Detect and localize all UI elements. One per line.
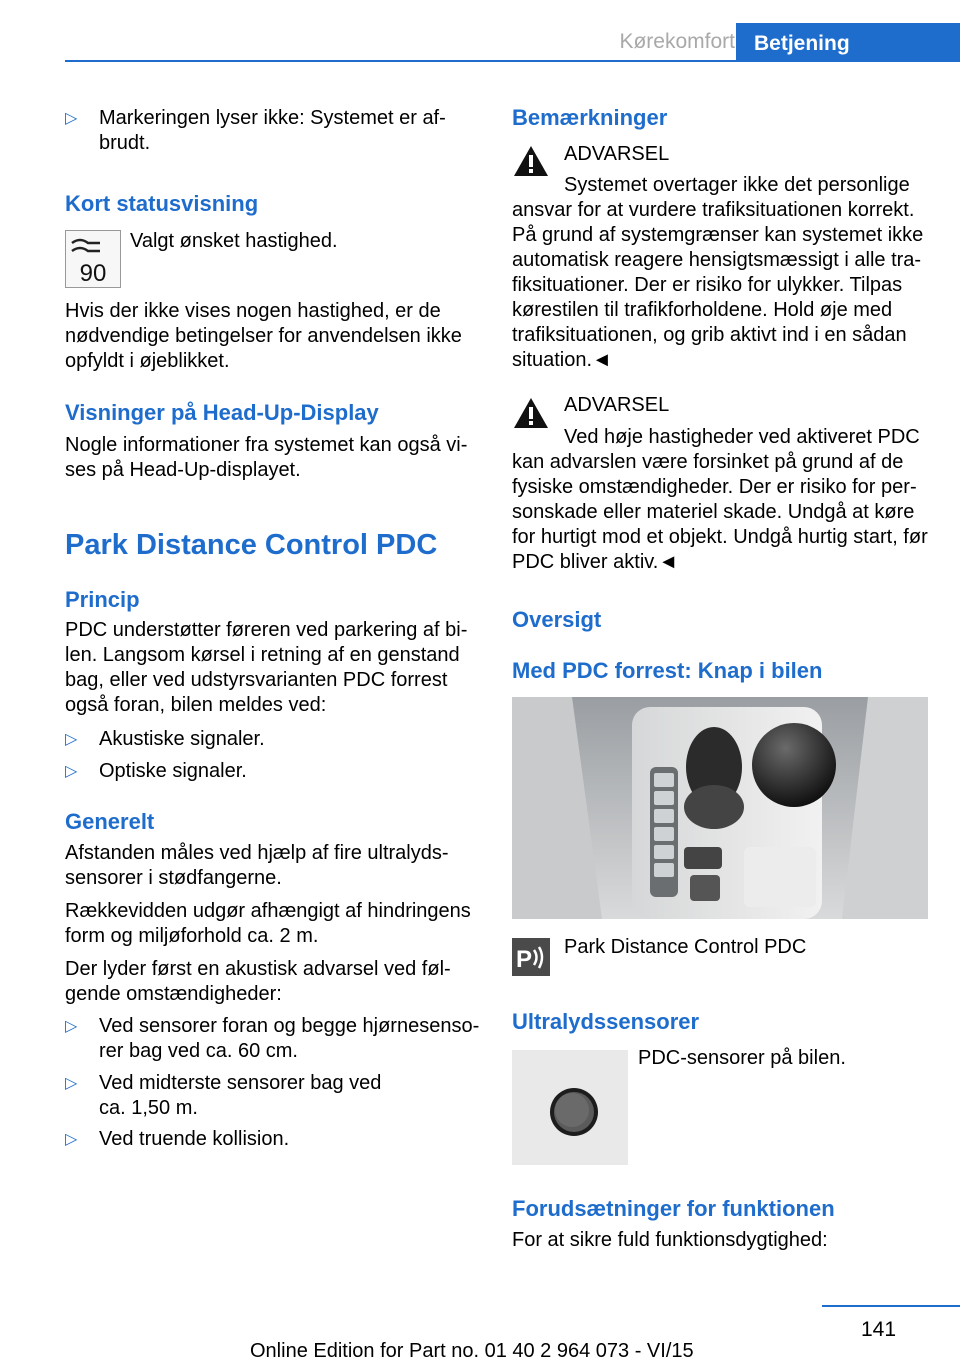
generelt-p2: Rækkevidden udgør afhængigt af hindringens form og miljøforhold ca. 2 m. — [65, 900, 471, 947]
button-caption: Park Distance Control PDC — [564, 936, 807, 958]
heading-pdc: Park Distance Control PDC — [65, 529, 438, 561]
warning-title: ADVARSEL — [564, 143, 670, 165]
heading-oversigt: Oversigt — [512, 607, 602, 632]
heading-princip: Princip — [65, 587, 140, 612]
header-section: Kørekomfort — [619, 30, 735, 53]
status-caption: Valgt ønsket hastighed. — [130, 230, 338, 252]
heading-forudsaetninger: Forudsætninger for funktionen — [512, 1196, 835, 1221]
bullet-icon: ▷ — [65, 731, 78, 748]
heading-pdc-front: Med PDC forrest: Knap i bilen — [512, 658, 823, 683]
princip-text: PDC understøtter føreren ved parkering af bilen. Langsom kørsel i retning af en genstand bag, eller ved udstyrsvarianten PDC forrest også foran, bilen meldes ved: — [65, 619, 468, 716]
page-number: 141 — [861, 1318, 897, 1341]
bullet-icon: ▷ — [65, 763, 78, 780]
footer-edition: Online Edition for Part no. 01 40 2 964 073 - VI/15 — [250, 1340, 694, 1362]
generelt-p1: Afstanden måles ved hjælp af fire ultralydssensorer i stødfangerne. — [65, 842, 449, 889]
heading-ultralydssensorer: Ultralydssensorer — [512, 1009, 700, 1034]
sensor-photo — [512, 1050, 628, 1165]
sensors-caption: PDC-sensorer på bilen. — [638, 1047, 846, 1069]
generelt-p3: Der lyder først en akustisk advarsel ved følgende omstændigheder: — [65, 958, 451, 1005]
svg-text:90: 90 — [79, 260, 107, 287]
heading-hud: Visninger på Head-Up-Display — [65, 400, 379, 425]
heading-generelt: Generelt — [65, 809, 155, 834]
status-text: Hvis der ikke vises nogen hastighed, er de nødvendige betingelser for anvendelsen ikke opfyldt i øjeblikket. — [65, 300, 462, 372]
heading-kort-statusvisning: Kort statusvisning — [65, 191, 259, 216]
speed-display-icon — [65, 230, 121, 288]
bullet-icon: ▷ — [65, 110, 78, 127]
bullet-icon: ▷ — [65, 1018, 78, 1035]
hud-text: Nogle informationer fra systemet kan også vises på Head-Up-displayet. — [65, 434, 468, 481]
footer-rule — [822, 1305, 960, 1307]
warning-text: Ved høje hastigheder ved aktiveret PDC kan advarslen være forsinket på grund af de fysiske omstændigheder. Der er risiko for personskade eller materiel skade. Undgå at køre for hurtigt mod et objekt. Undgå hurtig start, før PDC bliver aktiv.◄ — [512, 426, 928, 573]
svg-text:P: P — [516, 946, 533, 973]
header-rule — [65, 60, 736, 62]
bullet-icon: ▷ — [65, 1075, 78, 1092]
page-header — [0, 0, 960, 62]
header-tab: Betjening — [736, 23, 960, 62]
center-console-photo — [512, 697, 928, 919]
conditions-text: For at sikre fuld funktionsdygtighed: — [512, 1229, 828, 1251]
warning-text: Systemet overtager ikke det personlige ansvar for at vurdere trafiksituationen korrekt. På grund af systemgrænser kan systemet ikke automatisk reagere hensigtsmæssigt i alle trafiksituationer. Der er risiko for ulykker. Tilpas kørestilen til trafikforholdene. Hold øje med trafiksituationen, og grib aktivt ind i en sådan situation.◄ — [512, 174, 924, 371]
warning-title: ADVARSEL — [564, 394, 670, 416]
heading-bemaerkninger: Bemærkninger — [512, 105, 668, 130]
bullet-icon: ▷ — [65, 1131, 78, 1148]
pdc-button-icon — [512, 938, 550, 976]
